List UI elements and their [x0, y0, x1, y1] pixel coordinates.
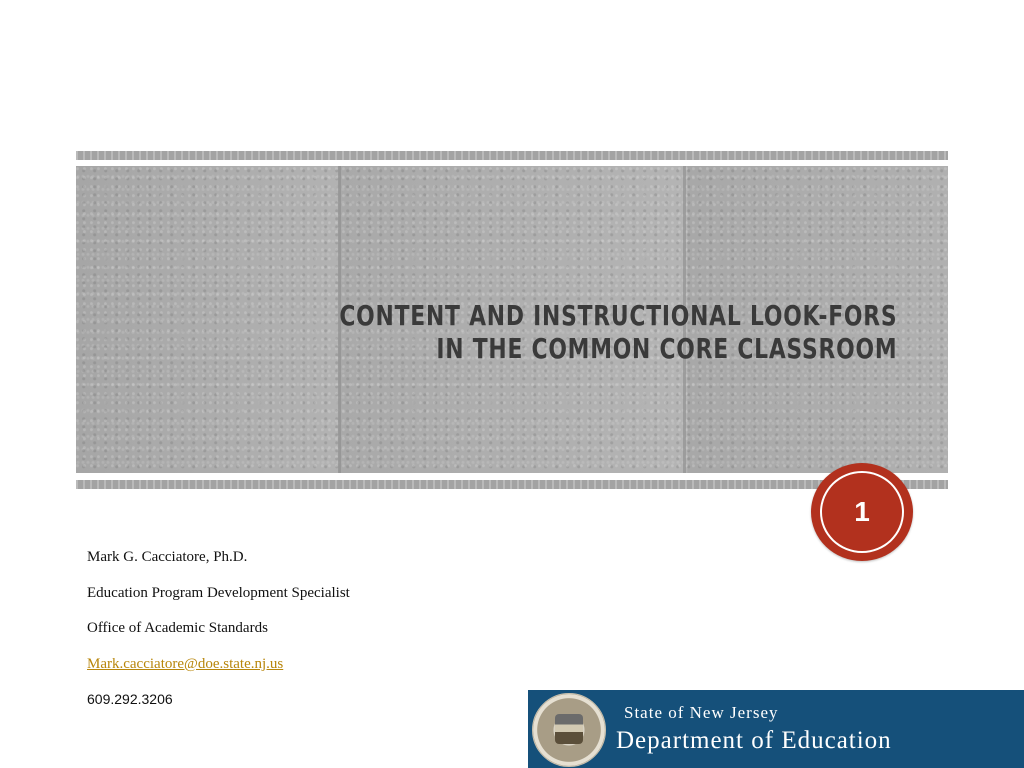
slide-number-badge [811, 463, 913, 561]
slide-title-line2: IN THE COMMON CORE CLASSROOM [435, 332, 897, 365]
nj-state-seal-icon [532, 693, 606, 767]
slide-number-ring [820, 471, 904, 553]
presenter-role: Education Program Development Specialist [87, 584, 350, 601]
logo-state-text: State of New Jersey [624, 703, 779, 722]
slide-number: 1 [854, 496, 870, 527]
nj-doe-logo-banner [528, 690, 1024, 768]
presenter-info [87, 549, 350, 727]
slide-title-line1: CONTENT AND INSTRUCTIONAL LOOK-FORS [339, 299, 897, 332]
decorative-band-top [76, 151, 948, 160]
presenter-phone: 609.292.3206 [87, 691, 173, 708]
logo-department-text: Department of Education [616, 727, 892, 754]
title-panel [76, 166, 948, 473]
presenter-office: Office of Academic Standards [87, 620, 268, 637]
slide-title [339, 299, 897, 365]
presenter-name: Mark G. Cacciatore, Ph.D. [87, 549, 248, 565]
presenter-email-link[interactable]: Mark.cacciatore@doe.state.nj.us [87, 655, 284, 672]
